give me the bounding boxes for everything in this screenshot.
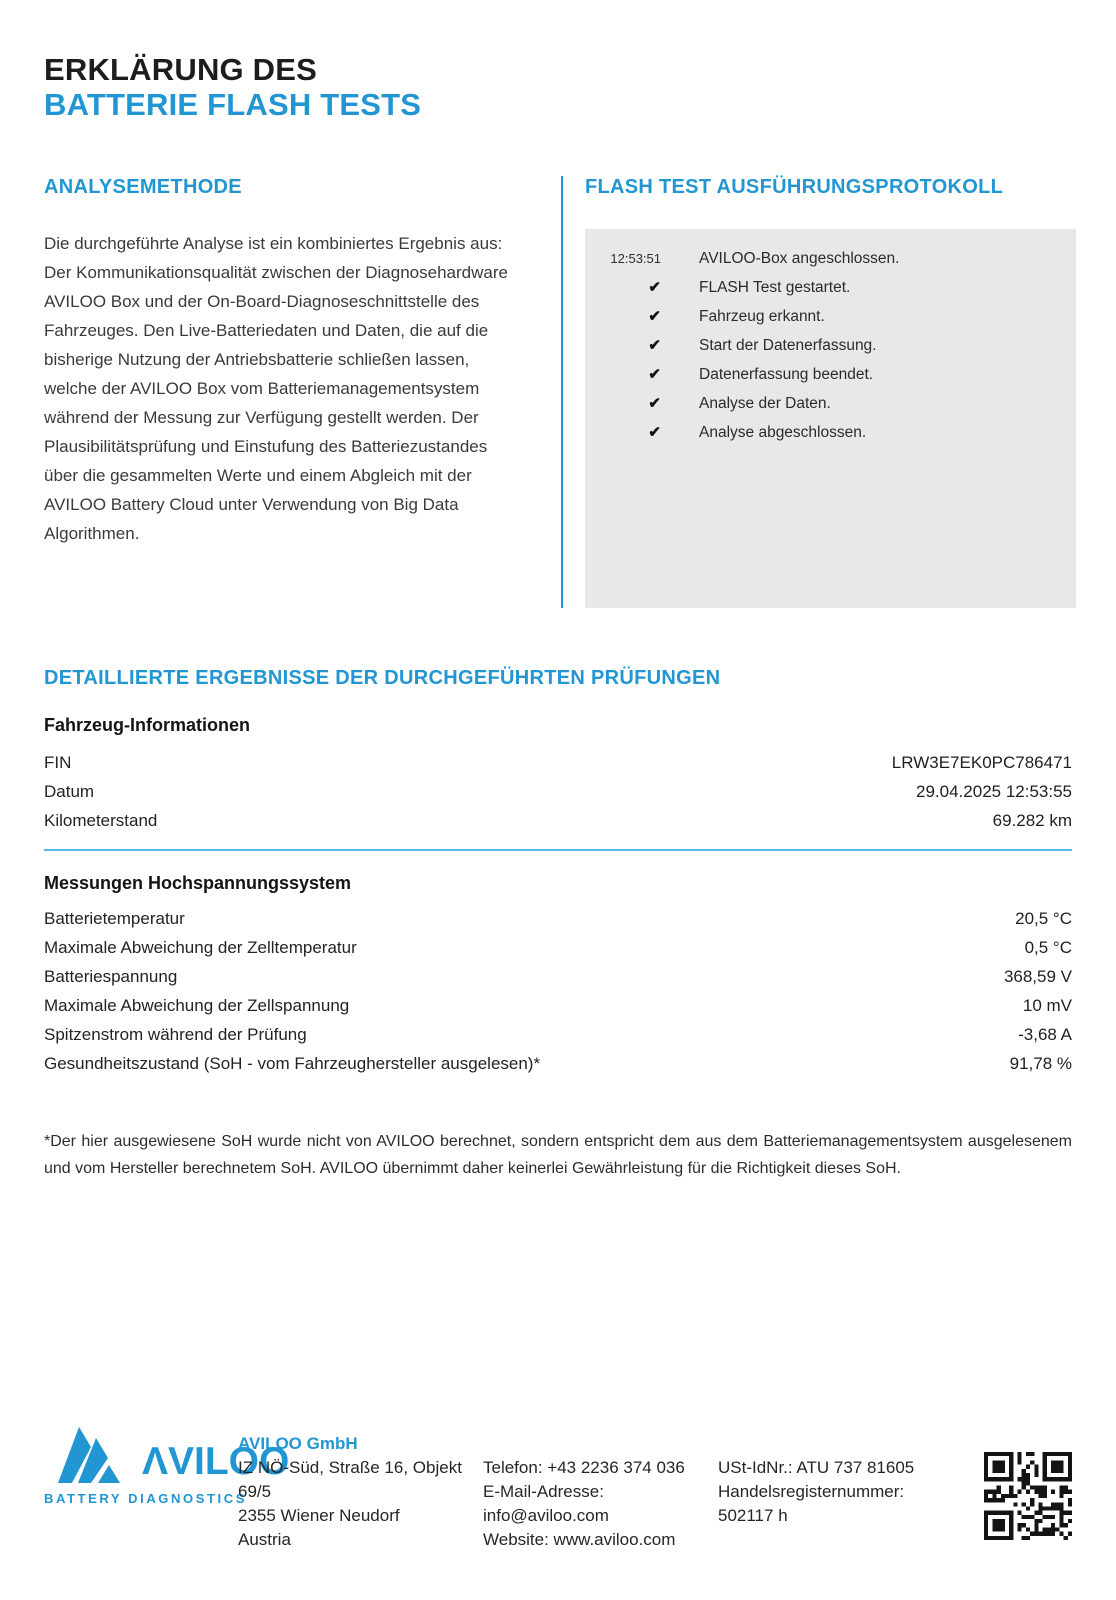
measurement-row bbox=[44, 1020, 1072, 1049]
footer-company-name: AVILOO GmbH bbox=[238, 1434, 358, 1453]
measurement-value: -3,68 A bbox=[1018, 1025, 1072, 1044]
measurement-label: Batterietemperatur bbox=[44, 909, 185, 928]
page-footer bbox=[44, 1405, 1072, 1555]
vehicle-info-heading: Fahrzeug-Informationen bbox=[44, 715, 250, 735]
analysis-method-column bbox=[44, 176, 520, 608]
measurement-label: Spitzenstrom während der Prüfung bbox=[44, 1025, 307, 1044]
measurement-label: Maximale Abweichung der Zelltemperatur bbox=[44, 938, 357, 957]
protocol-step bbox=[603, 273, 1058, 302]
report-title bbox=[44, 52, 1072, 122]
info-label: Kilometerstand bbox=[44, 811, 158, 830]
report-title-line2: BATTERIE FLASH TESTS bbox=[44, 87, 422, 122]
column-divider bbox=[561, 176, 563, 608]
measurement-label: Gesundheitszustand (SoH - vom Fahrzeughersteller ausgelesen)* bbox=[44, 1054, 541, 1073]
step-label: Analyse abgeschlossen. bbox=[699, 424, 867, 441]
measurement-value: 10 mV bbox=[1022, 996, 1072, 1015]
step-timestamp: 12:53:51 bbox=[610, 251, 661, 266]
check-icon: ✔ bbox=[648, 337, 661, 354]
check-icon: ✔ bbox=[648, 308, 661, 325]
measurement-value: 91,78 % bbox=[1009, 1054, 1072, 1073]
hv-measurements-block bbox=[44, 873, 1072, 1078]
measurement-label: Batteriespannung bbox=[44, 967, 178, 986]
footer-register-number: 502117 h bbox=[718, 1506, 788, 1525]
measurement-row bbox=[44, 1049, 1072, 1078]
footer-register-label: Handelsregisternummer: bbox=[718, 1482, 905, 1501]
footer-phone: Telefon: +43 2236 374 036 bbox=[483, 1458, 685, 1477]
footer-website: Website: www.aviloo.com bbox=[483, 1530, 676, 1549]
footer-address-line: IZ NÖ-Süd, Straße 16, Objekt bbox=[238, 1458, 462, 1477]
measurement-value: 20,5 °C bbox=[1015, 909, 1072, 928]
footer-legal-column bbox=[718, 1456, 978, 1528]
protocol-column bbox=[585, 176, 1076, 608]
footer-address-line: Austria bbox=[238, 1530, 291, 1549]
hv-measurement-rows bbox=[44, 904, 1072, 1078]
analysis-method-paragraph: Die durchgeführte Analyse ist ein kombiniertes Ergebnis aus: Der Kommunikationsqualität zwischen der Diagnosehardware AVILOO Box und der On-Board-Diagnoseschnittstelle des Fahrzeuges. Den Live-Batteriedaten und Daten, die auf die bisherige Nutzung der Antriebsbatterie schließen lassen, welche der AVILOO Box vom Batteriemanagementsystem während der Messung zur Verfügung gestellt werden. Der Plausibilitätsprüfung und Einstufung des Batteriezustandes über die gesammelten Werte und einem Abgleich mit der AVILOO Battery Cloud unter Verwendung von Big Data Algorithmen. bbox=[44, 234, 508, 543]
measurement-row bbox=[44, 904, 1072, 933]
step-label: FLASH Test gestartet. bbox=[699, 279, 851, 296]
protocol-step bbox=[603, 418, 1058, 447]
check-icon: ✔ bbox=[648, 424, 661, 441]
footer-address-line: 2355 Wiener Neudorf bbox=[238, 1506, 400, 1525]
aviloo-logo-wordmark: ΛVILOO bbox=[142, 1440, 290, 1483]
info-row bbox=[44, 748, 1072, 777]
info-value: LRW3E7EK0PC786471 bbox=[891, 753, 1072, 772]
measurement-row bbox=[44, 962, 1072, 991]
measurement-row bbox=[44, 933, 1072, 962]
aviloo-logo-icon bbox=[44, 1425, 134, 1483]
protocol-step bbox=[603, 360, 1058, 389]
info-value: 29.04.2025 12:53:55 bbox=[916, 782, 1072, 801]
info-row bbox=[44, 806, 1072, 835]
vehicle-info-block bbox=[44, 715, 1072, 835]
hv-measurements-heading: Messungen Hochspannungssystem bbox=[44, 873, 352, 893]
info-label: Datum bbox=[44, 782, 95, 801]
step-label: Analyse der Daten. bbox=[699, 395, 831, 412]
footer-email: info@aviloo.com bbox=[483, 1506, 609, 1525]
footer-contact-column bbox=[483, 1456, 728, 1552]
check-icon: ✔ bbox=[648, 395, 661, 412]
analysis-method-heading: ANALYSEMETHODE bbox=[44, 176, 242, 198]
footer-address-line: 69/5 bbox=[238, 1482, 272, 1501]
qr-code bbox=[984, 1452, 1072, 1540]
check-icon: ✔ bbox=[648, 366, 661, 383]
protocol-step bbox=[603, 302, 1058, 331]
step-label: Fahrzeug erkannt. bbox=[699, 308, 825, 325]
protocol-step bbox=[603, 331, 1058, 360]
footer-company-column bbox=[238, 1432, 483, 1552]
footer-email-label: E-Mail-Adresse: bbox=[483, 1482, 604, 1501]
protocol-box bbox=[585, 229, 1076, 608]
measurement-label: Maximale Abweichung der Zellspannung bbox=[44, 996, 350, 1015]
step-label: Datenerfassung beendet. bbox=[699, 366, 874, 383]
section-rule bbox=[44, 849, 1072, 851]
vehicle-info-rows bbox=[44, 748, 1072, 835]
aviloo-logo-tagline: BATTERY DIAGNOSTICS bbox=[44, 1491, 248, 1506]
report-title-line1: ERKLÄRUNG DES bbox=[44, 52, 318, 87]
measurement-value: 368,59 V bbox=[1003, 967, 1072, 986]
step-label: Start der Datenerfassung. bbox=[699, 337, 877, 354]
measurement-row bbox=[44, 991, 1072, 1020]
protocol-step bbox=[603, 389, 1058, 418]
soh-footnote: *Der hier ausgewiesene SoH wurde nicht von AVILOO berechnet, sondern entspricht dem aus dem Batteriemanagementsystem ausgelesenem und vom Hersteller berechnetem SoH. AVILOO übernimmt daher keinerlei Gewährleistung für die Richtigkeit dieses SoH. bbox=[44, 1133, 1072, 1177]
protocol-step bbox=[603, 244, 1058, 273]
check-icon: ✔ bbox=[648, 279, 661, 296]
explanation-section bbox=[44, 176, 1072, 608]
step-label: AVILOO-Box angeschlossen. bbox=[699, 250, 900, 267]
detailed-results-section bbox=[44, 667, 1072, 1182]
info-label: FIN bbox=[44, 753, 72, 772]
info-value: 69.282 km bbox=[992, 811, 1072, 830]
measurement-value: 0,5 °C bbox=[1024, 938, 1072, 957]
protocol-heading: FLASH TEST AUSFÜHRUNGSPROTOKOLL bbox=[585, 176, 1004, 198]
detailed-results-heading: DETAILLIERTE ERGEBNISSE DER DURCHGEFÜHRTEN PRÜFUNGEN bbox=[44, 667, 721, 689]
footer-vat-id: USt-IdNr.: ATU 737 81605 bbox=[718, 1458, 915, 1477]
info-row bbox=[44, 777, 1072, 806]
